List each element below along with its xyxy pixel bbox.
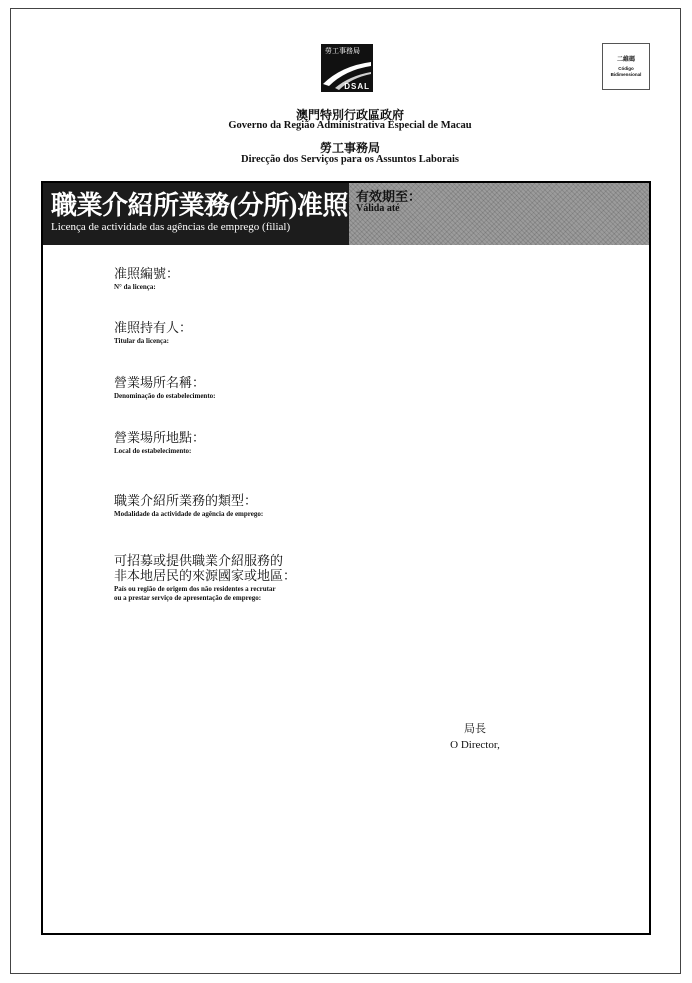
field-label-cn: 營業場所名稱： — [114, 375, 206, 390]
code-box — [602, 43, 650, 90]
field-agency-activity-type — [114, 493, 263, 519]
field-label-pt-line1: País ou região de origem dos não residentes a recrutar — [114, 585, 276, 593]
field-licence-holder — [114, 320, 192, 346]
dsal-logo — [321, 44, 373, 92]
field-establishment-location — [114, 430, 205, 456]
validity-pt: Válida até — [356, 203, 400, 214]
government-pt: Governo da Região Administrativa Especial de Macau — [228, 120, 472, 131]
government-cn: 澳門特別行政區政府 — [295, 108, 404, 122]
title-pt: Licença de actividade das agências de emprego (filial) — [51, 221, 291, 233]
logo-abbr: DSAL — [344, 82, 370, 91]
director-pt: O Director, — [450, 739, 500, 751]
field-label-cn: 營業場所地點： — [114, 430, 206, 445]
bureau-pt: Direcção dos Serviços para os Assuntos Laborais — [241, 154, 459, 165]
field-establishment-name — [114, 375, 215, 401]
field-label-cn-line2: 非本地居民的來源國家或地區： — [114, 568, 297, 583]
bureau-cn: 勞工事務局 — [319, 141, 380, 155]
field-label-pt: N° da licença: — [114, 283, 156, 291]
validity-box — [349, 183, 649, 245]
field-label-pt: Denominação do estabelecimento: — [114, 392, 216, 400]
title-cn: 職業介紹所業務(分所)准照 — [51, 191, 348, 220]
field-label-cn: 准照編號： — [114, 266, 180, 281]
logo-top-text: 勞工事務局 — [325, 47, 360, 55]
title-bar — [43, 183, 349, 245]
field-origin-countries — [114, 553, 296, 603]
validity-cn: 有效期至： — [356, 189, 422, 204]
field-licence-number — [114, 266, 179, 292]
field-label-pt: Titular da licença: — [114, 337, 169, 345]
field-label-cn: 准照持有人： — [114, 320, 193, 335]
director-cn: 局長 — [464, 723, 486, 735]
code-box-cn: 二維碼 — [616, 57, 635, 63]
field-label-cn-line1: 可招募或提供職業介紹服務的 — [114, 553, 284, 568]
field-label-pt: Modalidade da actividade de agência de emprego: — [114, 510, 264, 518]
field-label-pt: Local do estabelecimento: — [114, 447, 192, 455]
field-label-cn: 職業介紹所業務的類型： — [114, 493, 258, 508]
field-label-pt-line2: ou a prestar serviço de apresentação de emprego: — [114, 594, 262, 602]
code-box-pt: Código Bidimensional — [610, 66, 642, 77]
director-signature — [420, 721, 530, 753]
